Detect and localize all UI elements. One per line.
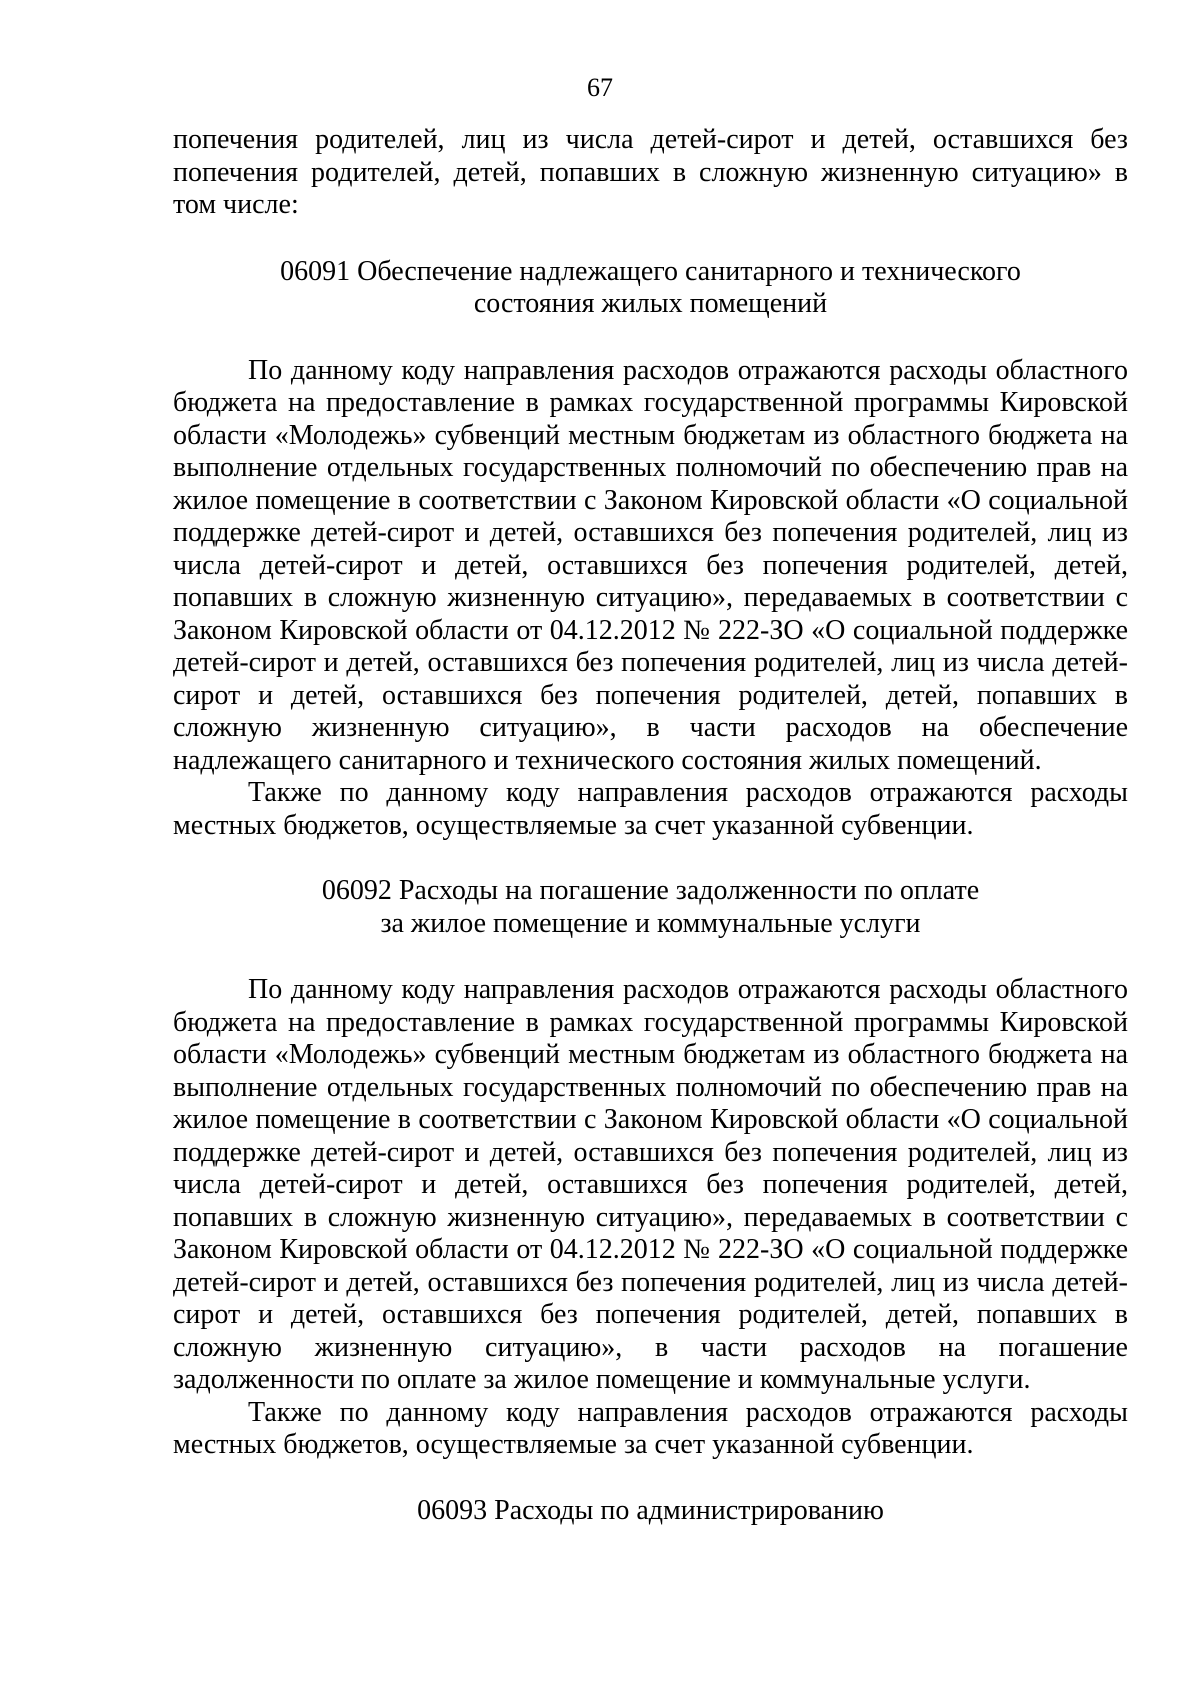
section-paragraph: Также по данному коду направления расходов отражаются расходы местных бюджетов, осуществляемые за счет указанной субвенции. — [173, 1396, 1128, 1460]
section-heading-line: 06092 Расходы на погашение задолженности по оплате — [321, 875, 980, 906]
section-paragraph: По данному коду направления расходов отражаются расходы областного бюджета на предоставление в рамках государственной программы Кировской области «Молодежь» субвенций местным бюджетам из областного бюджета на выполнение отдельных государственных полномочий по обеспечению прав на жилое помещение в соответствии с Законом Кировской области «О социальной поддержке детей-сирот и детей, оставшихся без попечения родителей, лиц из числа детей-сирот и детей, оставшихся без попечения родителей, детей, попавших в сложную жизненную ситуацию», передаваемых в соответствии с Законом Кировской области от 04.12.2012 № 222-ЗО «О социальной поддержке детей-сирот и детей, оставшихся без попечения родителей, лиц из числа детей-сирот и детей, оставшихся без попечения родителей, детей, попавших в сложную жизненную ситуацию», в части расходов на обеспечение надлежащего санитарного и технического состояния жилых помещений. — [173, 354, 1128, 776]
document-body — [173, 124, 1128, 1527]
section-heading-06092 — [173, 875, 1128, 940]
section-heading-06091 — [173, 256, 1128, 321]
section-heading-line: за жилое помещение и коммунальные услуги — [380, 907, 921, 939]
intro-paragraph: попечения родителей, лиц из числа детей-сирот и детей, оставшихся без попечения родителей, детей, попавших в сложную жизненную ситуацию» в том числе: — [173, 124, 1128, 220]
section-paragraph: По данному коду направления расходов отражаются расходы областного бюджета на предоставление в рамках государственной программы Кировской области «Молодежь» субвенций местным бюджетам из областного бюджета на выполнение отдельных государственных полномочий по обеспечению прав на жилое помещение в соответствии с Законом Кировской области «О социальной поддержке детей-сирот и детей, оставшихся без попечения родителей, лиц из числа детей-сирот и детей, оставшихся без попечения родителей, детей, попавших в сложную жизненную ситуацию», передаваемых в соответствии с Законом Кировской области от 04.12.2012 № 222-ЗО «О социальной поддержке детей-сирот и детей, оставшихся без попечения родителей, лиц из числа детей-сирот и детей, оставшихся без попечения родителей, детей, попавших в сложную жизненную ситуацию», в части расходов на погашение задолженности по оплате за жилое помещение и коммунальные услуги. — [173, 974, 1128, 1395]
section-heading-line: 06091 Обеспечение надлежащего санитарного и технического — [280, 255, 1021, 287]
section-heading-line: состояния жилых помещений — [473, 288, 828, 319]
section-heading-06093 — [173, 1495, 1128, 1528]
section-heading-line: 06093 Расходы по администрированию — [417, 1494, 884, 1526]
section-paragraph: Также по данному коду направления расходов отражаются расходы местных бюджетов, осуществляемые за счет указанной субвенции. — [173, 777, 1128, 841]
page-number: 67 — [587, 73, 613, 102]
